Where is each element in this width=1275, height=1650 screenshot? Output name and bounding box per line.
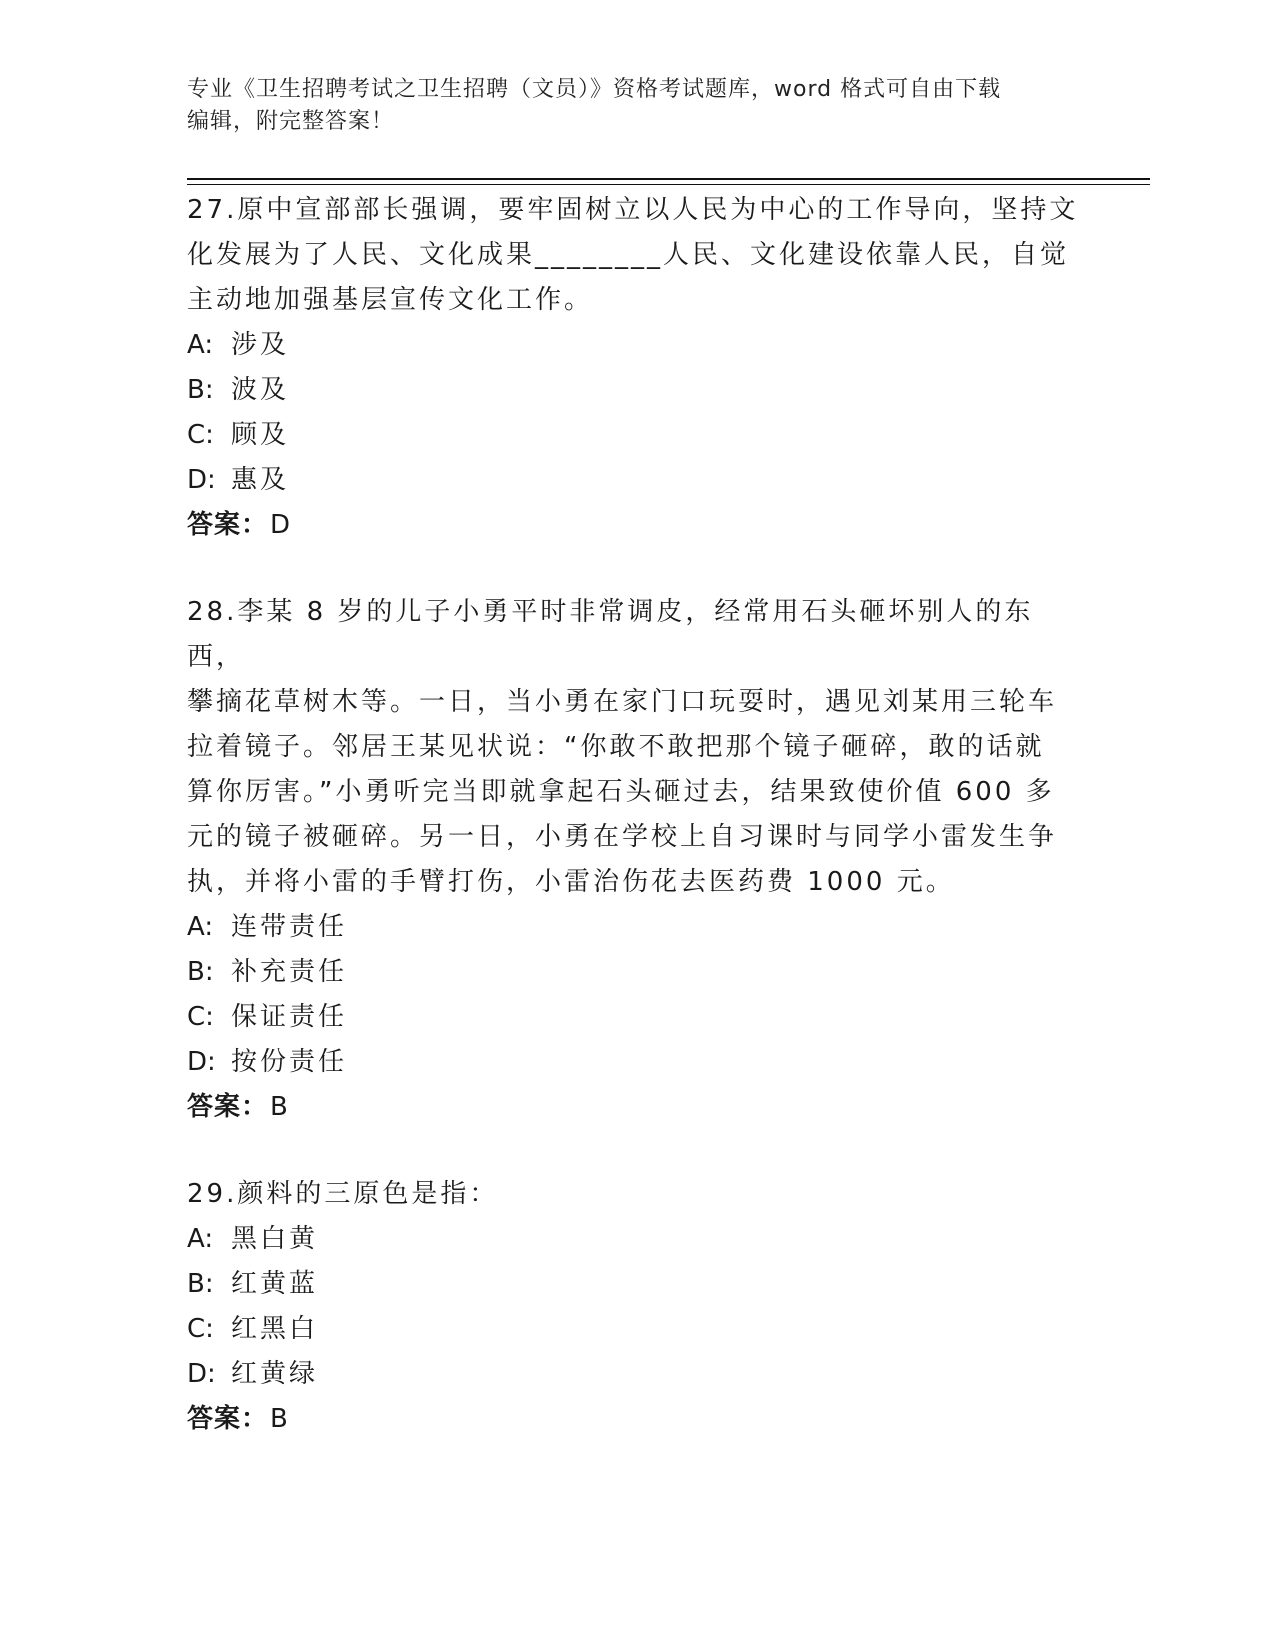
- option-text: 按份责任: [231, 1047, 348, 1077]
- stem-line: 攀摘花草树木等。一日，当小勇在家门口玩耍时，遇见刘某用三轮车: [187, 687, 1058, 717]
- question-stem: [187, 1172, 1087, 1217]
- stem-line: 29.颜料的三原色是指：: [187, 1179, 499, 1209]
- question-list: [187, 188, 1087, 1484]
- option-letter: C:: [187, 420, 214, 450]
- header-line-1: 专业《卫生招聘考试之卫生招聘（文员）》资格考试题库，word 格式可自由下载: [187, 77, 1002, 102]
- answer-value: B: [270, 1092, 289, 1122]
- question-stem: [187, 590, 1087, 905]
- stem-line: 元的镜子被砸碎。另一日，小勇在学校上自习课时与同学小雷发生争: [187, 822, 1058, 852]
- option-a: [187, 323, 1087, 368]
- option-text: 补充责任: [231, 957, 348, 987]
- option-text: 涉及: [231, 330, 290, 360]
- option-text: 黑白黄: [231, 1224, 319, 1254]
- stem-line: 执，并将小雷的手臂打伤，小雷治伤花去医药费 1000 元。: [187, 867, 955, 897]
- stem-line: 拉着镜子。邻居王某见状说：“你敢不敢把那个镜子砸碎，敢的话就: [187, 732, 1045, 762]
- option-letter: B:: [187, 957, 214, 987]
- question-29: [187, 1172, 1087, 1442]
- option-text: 顾及: [231, 420, 290, 450]
- stem-line: 算你厉害。”小勇听完当即就拿起石头砸过去，结果致使价值 600 多: [187, 777, 1055, 807]
- option-a: [187, 1217, 1087, 1262]
- answer-label: 答案：: [187, 1404, 269, 1434]
- option-letter: A:: [187, 330, 214, 360]
- option-b: [187, 368, 1087, 413]
- stem-line: 27.原中宣部部长强调，要牢固树立以人民为中心的工作导向，坚持文: [187, 195, 1079, 225]
- option-c: [187, 413, 1087, 458]
- option-text: 红黑白: [231, 1314, 319, 1344]
- option-c: [187, 995, 1087, 1040]
- option-a: [187, 905, 1087, 950]
- option-text: 红黄绿: [231, 1359, 319, 1389]
- option-letter: D:: [187, 1359, 216, 1389]
- option-letter: B:: [187, 1269, 214, 1299]
- option-b: [187, 1262, 1087, 1307]
- header-divider-thick: [187, 178, 1150, 180]
- option-text: 红黄蓝: [231, 1269, 319, 1299]
- option-text: 波及: [231, 375, 290, 405]
- stem-line: 28.李某 8 岁的儿子小勇平时非常调皮，经常用石头砸坏别人的东西，: [187, 597, 1034, 672]
- option-c: [187, 1307, 1087, 1352]
- option-letter: A:: [187, 1224, 214, 1254]
- document-header: [187, 74, 1067, 138]
- option-d: [187, 458, 1087, 503]
- option-letter: C:: [187, 1002, 214, 1032]
- option-d: [187, 1352, 1087, 1397]
- option-text: 保证责任: [231, 1002, 348, 1032]
- option-letter: C:: [187, 1314, 214, 1344]
- answer-line: [187, 503, 1087, 548]
- option-letter: D:: [187, 465, 216, 495]
- header-line-2: 编辑，附完整答案！: [187, 109, 395, 134]
- option-letter: D:: [187, 1047, 216, 1077]
- answer-label: 答案：: [187, 1092, 269, 1122]
- answer-value: D: [270, 510, 292, 540]
- question-27: [187, 188, 1087, 548]
- header-divider-thin: [187, 184, 1150, 185]
- option-letter: A:: [187, 912, 214, 942]
- question-28: [187, 590, 1087, 1130]
- stem-line: 主动地加强基层宣传文化工作。: [187, 285, 594, 315]
- option-text: 连带责任: [231, 912, 348, 942]
- option-text: 惠及: [231, 465, 290, 495]
- answer-line: [187, 1397, 1087, 1442]
- option-d: [187, 1040, 1087, 1085]
- stem-line: 化发展为了人民、文化成果________人民、文化建设依靠人民，自觉: [187, 240, 1070, 270]
- answer-value: B: [270, 1404, 289, 1434]
- answer-label: 答案：: [187, 510, 269, 540]
- question-stem: [187, 188, 1087, 323]
- answer-line: [187, 1085, 1087, 1130]
- option-letter: B:: [187, 375, 214, 405]
- option-b: [187, 950, 1087, 995]
